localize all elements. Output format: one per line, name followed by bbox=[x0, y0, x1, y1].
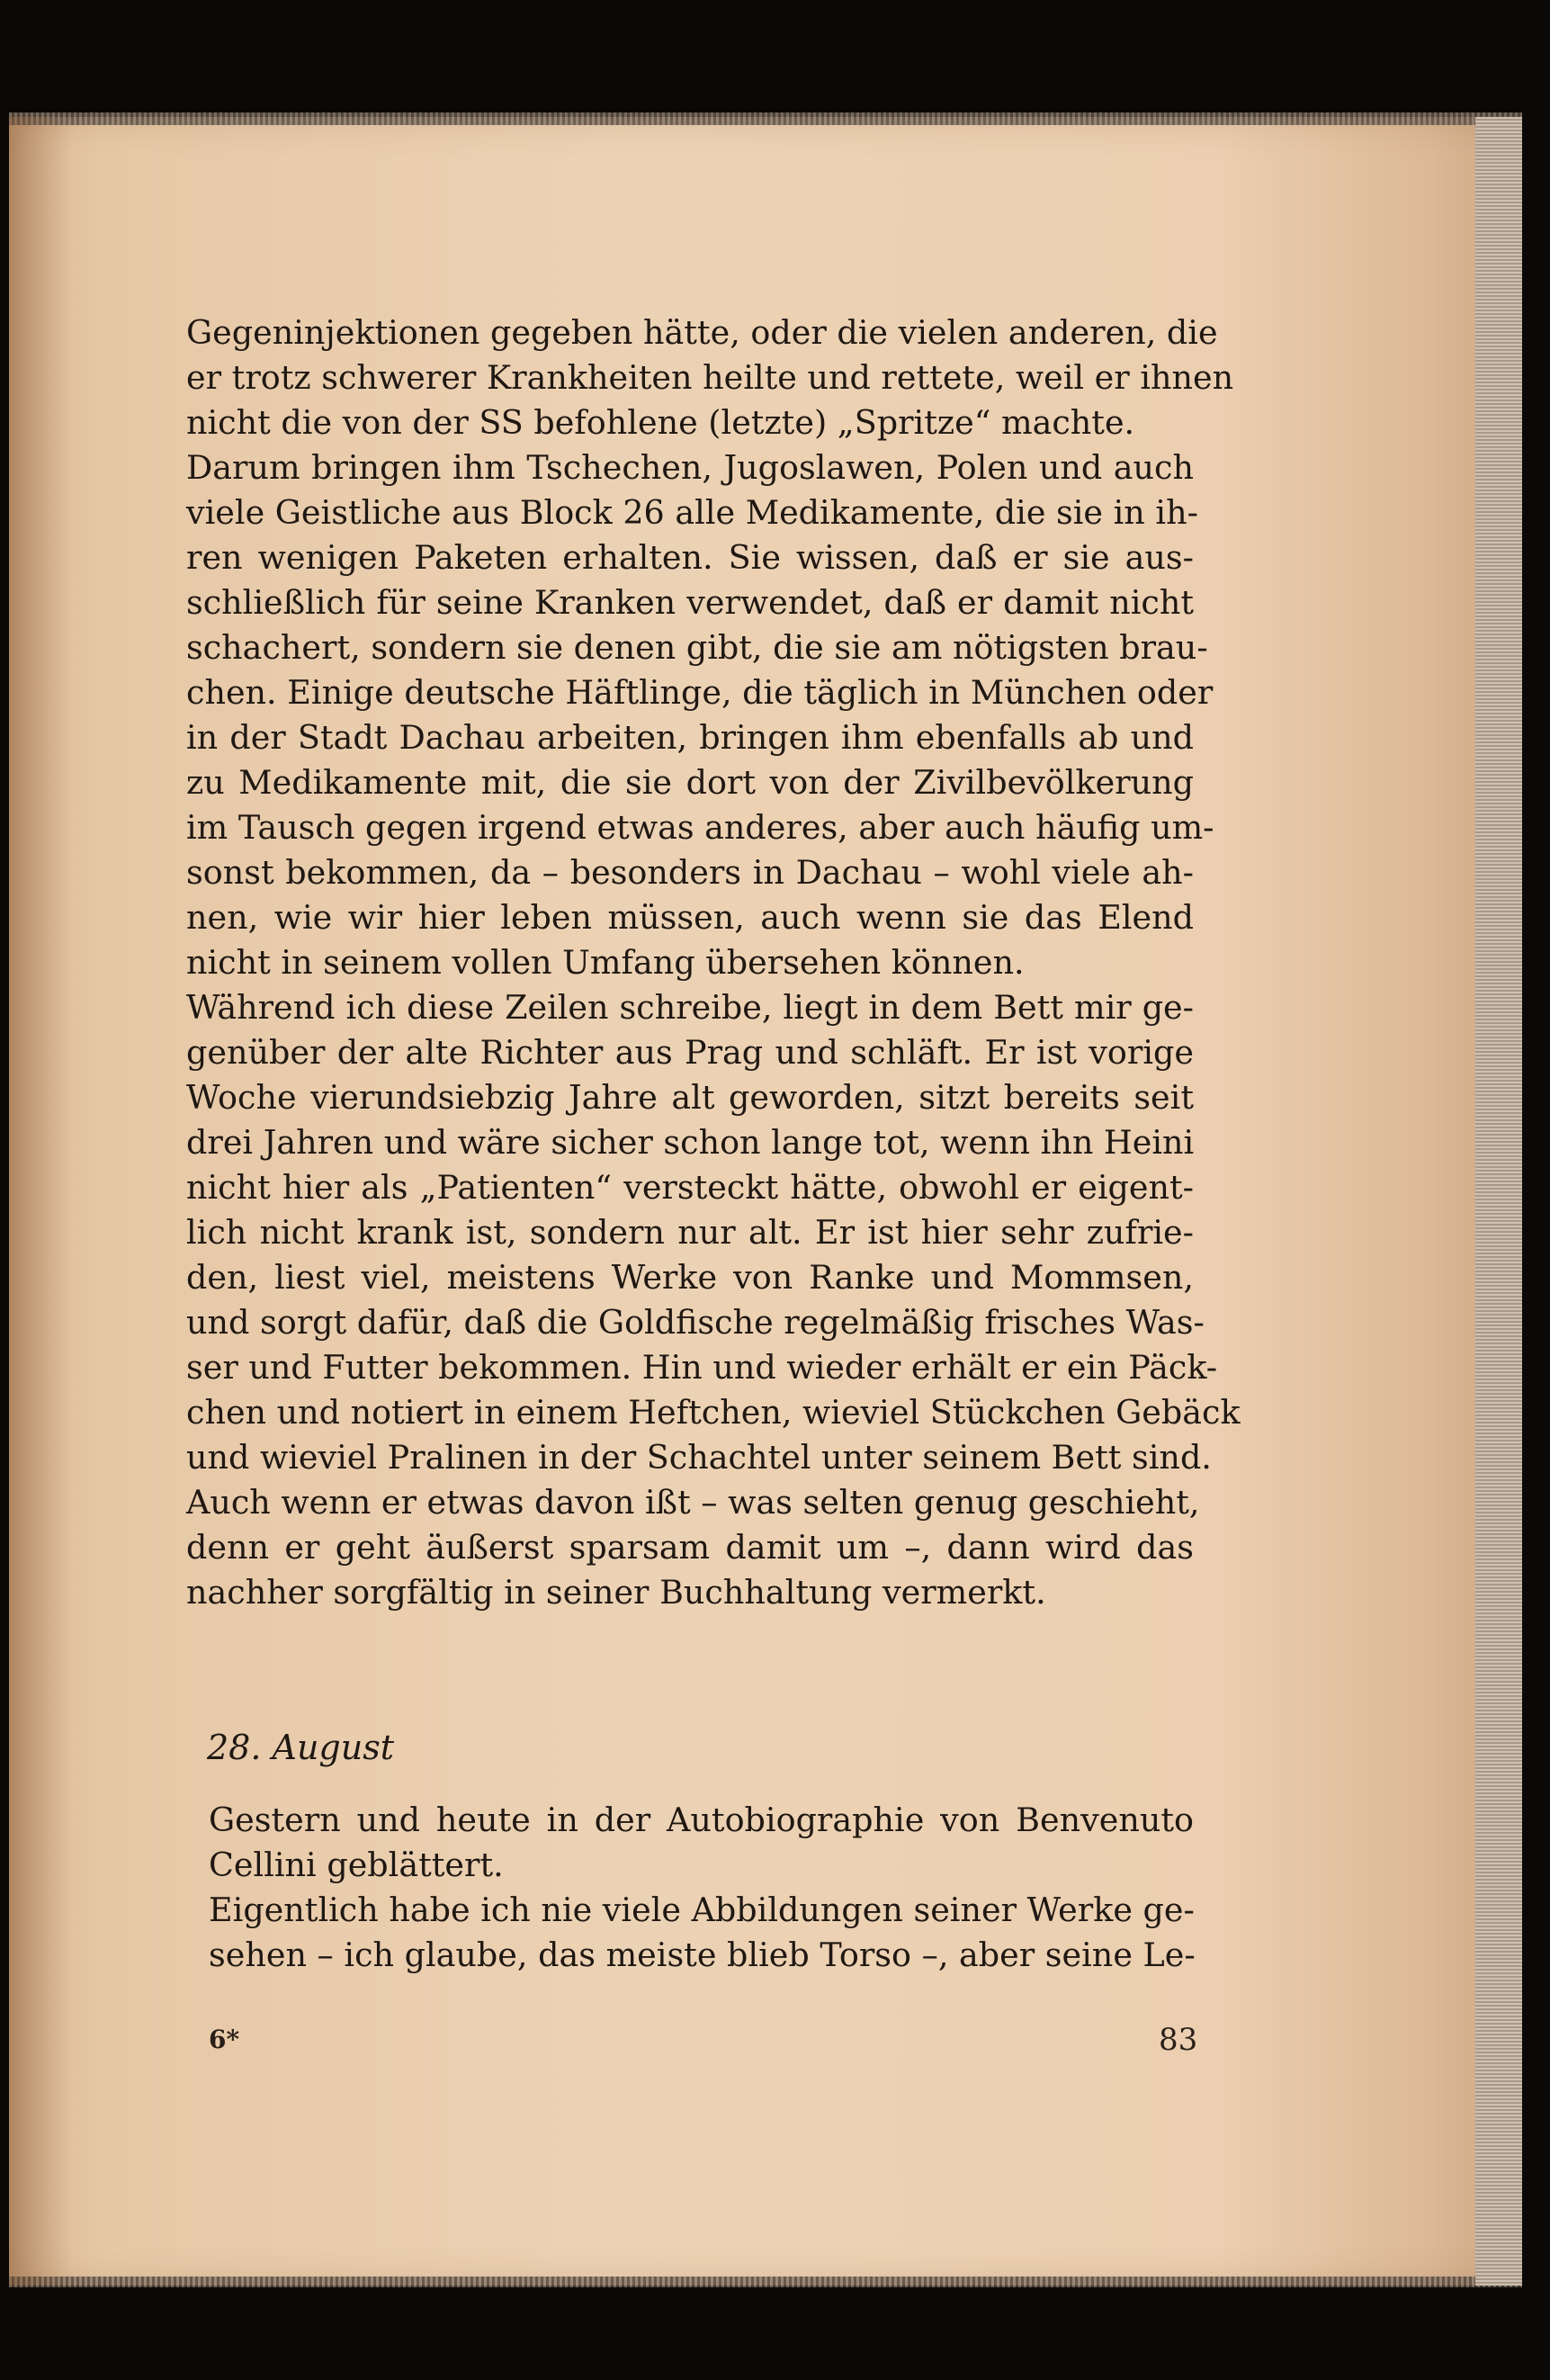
page-stack-edge bbox=[1475, 117, 1522, 2286]
section-heading: 28. August bbox=[207, 1728, 394, 1767]
text-line: Cellini geblättert. bbox=[209, 1846, 504, 1884]
page-bottom-edge bbox=[9, 2277, 1522, 2287]
text-line: zu Medikamente mit, die sie dort von der Zivilbevölkerung bbox=[186, 763, 1194, 802]
text-line: ren wenigen Paketen erhalten. Sie wissen, daß er sie aus- bbox=[186, 538, 1194, 577]
text-line: denn er geht äußerst sparsam damit um –, dann wird das bbox=[186, 1528, 1194, 1567]
text-line: Während ich diese Zeilen schreibe, liegt in dem Bett mir ge- bbox=[186, 988, 1194, 1027]
text-line: ser und Futter bekommen. Hin und wieder erhält er ein Päck- bbox=[186, 1348, 1218, 1387]
text-line: sehen – ich glaube, das meiste blieb Torso –, aber seine Le- bbox=[209, 1935, 1196, 1974]
text-line: drei Jahren und wäre sicher schon lange tot, wenn ihn Heini bbox=[186, 1123, 1195, 1162]
text-line: viele Geistliche aus Block 26 alle Medikamente, die sie in ih- bbox=[186, 493, 1198, 532]
text-line: genüber der alte Richter aus Prag und schläft. Er ist vorige bbox=[186, 1033, 1194, 1072]
text-line: Eigentlich habe ich nie viele Abbildungen seiner Werke ge- bbox=[209, 1891, 1195, 1929]
text-line: nicht in seinem vollen Umfang übersehen können. bbox=[186, 943, 1025, 982]
text-line: chen. Einige deutsche Häftlinge, die täglich in München oder bbox=[186, 673, 1214, 712]
text-line: und wieviel Pralinen in der Schachtel unter seinem Bett sind. bbox=[186, 1438, 1212, 1477]
text-line: Auch wenn er etwas davon ißt – was selten genug geschieht, bbox=[186, 1483, 1200, 1522]
text-line: er trotz schwerer Krankheiten heilte und rettete, weil er ihnen bbox=[186, 358, 1234, 397]
gutter-shadow bbox=[9, 117, 72, 2286]
text-line: und sorgt dafür, daß die Goldfische regelmäßig frisches Was- bbox=[186, 1303, 1205, 1342]
text-line: nicht hier als „Patienten“ versteckt hätte, obwohl er eigent- bbox=[186, 1168, 1194, 1207]
page-number: 83 bbox=[1159, 2022, 1198, 2058]
text-line: sonst bekommen, da – besonders in Dachau – wohl viele ah- bbox=[186, 853, 1194, 892]
text-line: schachert, sondern sie denen gibt, die sie am nötigsten brau- bbox=[186, 628, 1208, 667]
page-top-edge bbox=[9, 112, 1522, 125]
text-line: lich nicht krank ist, sondern nur alt. Er ist hier sehr zufrie- bbox=[186, 1213, 1194, 1252]
text-line: nachher sorgfältig in seiner Buchhaltung vermerkt. bbox=[186, 1573, 1046, 1612]
signature-mark: 6* bbox=[209, 2025, 240, 2054]
text-line: nen, wie wir hier leben müssen, auch wenn sie das Elend bbox=[186, 898, 1194, 937]
body-text-continued bbox=[209, 1798, 1194, 1978]
text-line: in der Stadt Dachau arbeiten, bringen ihm ebenfalls ab und bbox=[186, 718, 1194, 757]
text-line: den, liest viel, meistens Werke von Ranke und Mommsen, bbox=[186, 1258, 1194, 1297]
text-line: schließlich für seine Kranken verwendet, daß er damit nicht bbox=[186, 583, 1194, 622]
text-line: Gegeninjektionen gegeben hätte, oder die vielen anderen, die bbox=[186, 313, 1218, 352]
text-line: nicht die von der SS befohlene (letzte) „Spritze“ machte. bbox=[186, 403, 1135, 442]
text-line: im Tausch gegen irgend etwas anderes, aber auch häufig um- bbox=[186, 808, 1214, 847]
text-line: Darum bringen ihm Tschechen, Jugoslawen, Polen und auch bbox=[186, 448, 1194, 487]
text-line: Woche vierundsiebzig Jahre alt geworden, sitzt bereits seit bbox=[186, 1078, 1194, 1117]
body-text bbox=[186, 310, 1241, 1615]
text-line: chen und notiert in einem Heftchen, wieviel Stückchen Gebäck bbox=[186, 1393, 1241, 1432]
text-line: Gestern und heute in der Autobiographie von Benvenuto bbox=[209, 1801, 1194, 1839]
